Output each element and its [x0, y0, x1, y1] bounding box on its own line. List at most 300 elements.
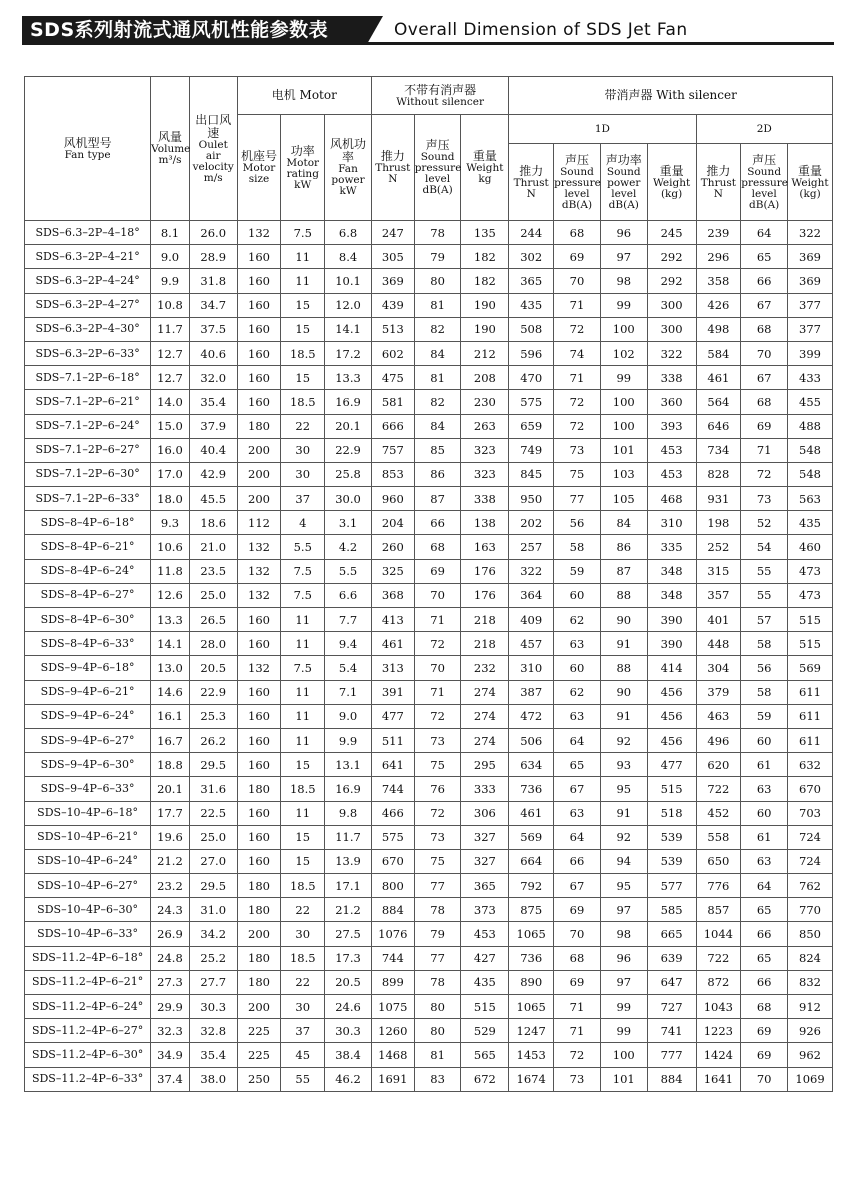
- cell-motor-size: 200: [237, 462, 281, 486]
- cell-weight-2d: 515: [788, 608, 833, 632]
- cell-fan-power: 17.2: [325, 341, 372, 365]
- cell-motor-rating: 11: [281, 728, 325, 752]
- cell-motor-rating: 11: [281, 801, 325, 825]
- table-row: [25, 583, 833, 607]
- cell-weight-2d: 926: [788, 1019, 833, 1043]
- cell-sound-pressure-2d: 73: [741, 487, 788, 511]
- cell-motor-size: 200: [237, 438, 281, 462]
- cell-outlet-velocity: 35.4: [189, 390, 237, 414]
- cell-weight-nosil: 182: [461, 245, 509, 269]
- cell-outlet-velocity: 34.2: [189, 922, 237, 946]
- cell-thrust-2d: 646: [696, 414, 741, 438]
- cell-sound-pressure-nosil: 86: [414, 462, 461, 486]
- table-row: [25, 777, 833, 801]
- cell-thrust-nosil: 368: [371, 583, 414, 607]
- cell-motor-rating: 18.5: [281, 946, 325, 970]
- cell-sound-pressure-2d: 60: [741, 801, 788, 825]
- cell-outlet-velocity: 32.8: [189, 1019, 237, 1043]
- table-row: [25, 632, 833, 656]
- cell-thrust-2d: 452: [696, 801, 741, 825]
- cell-sound-pressure-2d: 64: [741, 221, 788, 245]
- cell-motor-size: 180: [237, 777, 281, 801]
- cell-volume: 14.6: [151, 680, 190, 704]
- cell-fan-type: SDS–10–4P–6–21°: [25, 825, 151, 849]
- cell-sound-pressure-2d: 58: [741, 632, 788, 656]
- cell-motor-size: 160: [237, 728, 281, 752]
- cell-sound-pressure-nosil: 87: [414, 487, 461, 511]
- header-weight-2d: 重量 Weight (kg): [788, 144, 833, 221]
- cell-thrust-2d: 304: [696, 656, 741, 680]
- cell-sound-pressure-1d: 71: [554, 1019, 601, 1043]
- cell-weight-2d: 563: [788, 487, 833, 511]
- cell-weight-nosil: 565: [461, 1043, 509, 1067]
- cell-weight-1d: 390: [647, 608, 696, 632]
- cell-weight-nosil: 163: [461, 535, 509, 559]
- cell-weight-2d: 488: [788, 414, 833, 438]
- cell-sound-power-1d: 99: [600, 1019, 647, 1043]
- cell-sound-pressure-2d: 60: [741, 728, 788, 752]
- cell-fan-power: 4.2: [325, 535, 372, 559]
- cell-thrust-nosil: 391: [371, 680, 414, 704]
- cell-weight-1d: 335: [647, 535, 696, 559]
- cell-weight-1d: 338: [647, 366, 696, 390]
- cell-weight-nosil: 176: [461, 583, 509, 607]
- table-row: [25, 825, 833, 849]
- cell-fan-power: 5.4: [325, 656, 372, 680]
- cell-weight-nosil: 218: [461, 632, 509, 656]
- cell-weight-2d: 770: [788, 898, 833, 922]
- cell-weight-2d: 377: [788, 293, 833, 317]
- cell-sound-pressure-1d: 65: [554, 753, 601, 777]
- cell-sound-pressure-2d: 67: [741, 293, 788, 317]
- cell-weight-2d: 724: [788, 825, 833, 849]
- table-row: [25, 221, 833, 245]
- cell-outlet-velocity: 45.5: [189, 487, 237, 511]
- cell-thrust-nosil: 1075: [371, 995, 414, 1019]
- cell-fan-type: SDS–8–4P–6–21°: [25, 535, 151, 559]
- cell-sound-pressure-2d: 65: [741, 245, 788, 269]
- cell-fan-power: 27.5: [325, 922, 372, 946]
- cell-sound-pressure-nosil: 77: [414, 946, 461, 970]
- header-volume: 风量 Volume m³/s: [151, 77, 190, 221]
- cell-weight-nosil: 274: [461, 680, 509, 704]
- cell-weight-1d: 665: [647, 922, 696, 946]
- cell-weight-1d: 585: [647, 898, 696, 922]
- cell-motor-rating: 18.5: [281, 777, 325, 801]
- cell-volume: 15.0: [151, 414, 190, 438]
- cell-volume: 9.3: [151, 511, 190, 535]
- cell-weight-nosil: 218: [461, 608, 509, 632]
- cell-motor-rating: 37: [281, 487, 325, 511]
- cell-sound-pressure-nosil: 82: [414, 390, 461, 414]
- cell-thrust-nosil: 744: [371, 777, 414, 801]
- cell-fan-power: 46.2: [325, 1067, 372, 1091]
- cell-motor-size: 180: [237, 946, 281, 970]
- cell-sound-pressure-nosil: 82: [414, 317, 461, 341]
- cell-weight-1d: 456: [647, 728, 696, 752]
- cell-sound-pressure-1d: 63: [554, 704, 601, 728]
- cell-volume: 12.6: [151, 583, 190, 607]
- cell-thrust-nosil: 575: [371, 825, 414, 849]
- cell-fan-power: 16.9: [325, 390, 372, 414]
- cell-fan-type: SDS–7.1–2P–6–21°: [25, 390, 151, 414]
- cell-sound-power-1d: 98: [600, 922, 647, 946]
- cell-weight-1d: 348: [647, 583, 696, 607]
- cell-sound-pressure-1d: 56: [554, 511, 601, 535]
- cell-motor-rating: 22: [281, 898, 325, 922]
- cell-sound-pressure-2d: 70: [741, 341, 788, 365]
- table-row: [25, 922, 833, 946]
- cell-motor-size: 132: [237, 221, 281, 245]
- header-motor-group: 电机 Motor: [237, 77, 371, 115]
- cell-weight-2d: 611: [788, 728, 833, 752]
- cell-weight-2d: 548: [788, 438, 833, 462]
- cell-volume: 19.6: [151, 825, 190, 849]
- header-sound-power-1d: 声功率 Sound power level dB(A): [600, 144, 647, 221]
- cell-sound-power-1d: 98: [600, 269, 647, 293]
- cell-motor-size: 132: [237, 583, 281, 607]
- cell-sound-power-1d: 91: [600, 801, 647, 825]
- cell-fan-power: 9.4: [325, 632, 372, 656]
- cell-weight-2d: 724: [788, 849, 833, 873]
- cell-volume: 14.0: [151, 390, 190, 414]
- cell-thrust-2d: 872: [696, 970, 741, 994]
- cell-weight-1d: 539: [647, 825, 696, 849]
- table-row: [25, 898, 833, 922]
- cell-weight-2d: 377: [788, 317, 833, 341]
- cell-volume: 24.8: [151, 946, 190, 970]
- cell-outlet-velocity: 21.0: [189, 535, 237, 559]
- cell-motor-rating: 4: [281, 511, 325, 535]
- cell-motor-rating: 7.5: [281, 221, 325, 245]
- cell-fan-type: SDS–11.2–4P–6–27°: [25, 1019, 151, 1043]
- header-fan-power: 风机功率 Fan power kW: [325, 115, 372, 221]
- cell-sound-pressure-nosil: 79: [414, 245, 461, 269]
- cell-weight-2d: 832: [788, 970, 833, 994]
- cell-motor-size: 160: [237, 825, 281, 849]
- table-row: [25, 680, 833, 704]
- cell-sound-pressure-2d: 66: [741, 269, 788, 293]
- cell-sound-pressure-1d: 68: [554, 946, 601, 970]
- cell-motor-size: 132: [237, 656, 281, 680]
- cell-motor-size: 160: [237, 293, 281, 317]
- header-thrust-2d: 推力 Thrust N: [696, 144, 741, 221]
- cell-fan-power: 22.9: [325, 438, 372, 462]
- cell-fan-type: SDS–9–4P–6–27°: [25, 728, 151, 752]
- cell-thrust-2d: 722: [696, 777, 741, 801]
- cell-sound-pressure-2d: 66: [741, 970, 788, 994]
- table-row: [25, 704, 833, 728]
- cell-motor-rating: 22: [281, 414, 325, 438]
- cell-sound-pressure-1d: 72: [554, 317, 601, 341]
- cell-sound-power-1d: 84: [600, 511, 647, 535]
- header-thrust-1d: 推力 Thrust N: [509, 144, 554, 221]
- cell-sound-power-1d: 99: [600, 995, 647, 1019]
- cell-motor-size: 180: [237, 970, 281, 994]
- cell-sound-pressure-nosil: 80: [414, 269, 461, 293]
- cell-outlet-velocity: 26.5: [189, 608, 237, 632]
- cell-weight-1d: 456: [647, 704, 696, 728]
- cell-thrust-2d: 448: [696, 632, 741, 656]
- cell-weight-nosil: 263: [461, 414, 509, 438]
- header-thrust-nosil: 推力 Thrust N: [371, 115, 414, 221]
- cell-sound-pressure-1d: 64: [554, 825, 601, 849]
- title-notch-decoration: [367, 16, 383, 44]
- cell-thrust-1d: 845: [509, 462, 554, 486]
- cell-motor-size: 160: [237, 341, 281, 365]
- table-row: [25, 874, 833, 898]
- cell-thrust-2d: 1424: [696, 1043, 741, 1067]
- cell-motor-size: 132: [237, 535, 281, 559]
- cell-motor-rating: 7.5: [281, 583, 325, 607]
- cell-weight-2d: 850: [788, 922, 833, 946]
- performance-table: [24, 76, 833, 1092]
- cell-motor-size: 160: [237, 269, 281, 293]
- cell-sound-pressure-nosil: 81: [414, 1043, 461, 1067]
- cell-weight-nosil: 453: [461, 922, 509, 946]
- cell-thrust-1d: 575: [509, 390, 554, 414]
- cell-weight-2d: 703: [788, 801, 833, 825]
- cell-sound-pressure-2d: 64: [741, 874, 788, 898]
- cell-sound-power-1d: 95: [600, 874, 647, 898]
- cell-thrust-nosil: 305: [371, 245, 414, 269]
- cell-sound-power-1d: 99: [600, 366, 647, 390]
- cell-sound-pressure-1d: 69: [554, 898, 601, 922]
- cell-sound-pressure-2d: 54: [741, 535, 788, 559]
- table-row: [25, 1019, 833, 1043]
- cell-fan-power: 11.7: [325, 825, 372, 849]
- cell-weight-2d: 762: [788, 874, 833, 898]
- cell-outlet-velocity: 27.0: [189, 849, 237, 873]
- cell-sound-power-1d: 105: [600, 487, 647, 511]
- cell-weight-2d: 632: [788, 753, 833, 777]
- cell-fan-type: SDS–9–4P–6–21°: [25, 680, 151, 704]
- cell-sound-pressure-1d: 60: [554, 656, 601, 680]
- cell-thrust-2d: 296: [696, 245, 741, 269]
- cell-fan-power: 10.1: [325, 269, 372, 293]
- cell-motor-size: 160: [237, 704, 281, 728]
- cell-fan-type: SDS–10–4P–6–27°: [25, 874, 151, 898]
- cell-sound-pressure-nosil: 71: [414, 608, 461, 632]
- cell-sound-pressure-1d: 72: [554, 1043, 601, 1067]
- cell-thrust-nosil: 641: [371, 753, 414, 777]
- title-underline: [22, 42, 834, 45]
- cell-weight-1d: 414: [647, 656, 696, 680]
- cell-fan-power: 9.0: [325, 704, 372, 728]
- cell-sound-pressure-1d: 72: [554, 390, 601, 414]
- cell-motor-rating: 5.5: [281, 535, 325, 559]
- cell-volume: 9.0: [151, 245, 190, 269]
- cell-motor-size: 112: [237, 511, 281, 535]
- cell-sound-power-1d: 96: [600, 221, 647, 245]
- cell-outlet-velocity: 31.8: [189, 269, 237, 293]
- cell-weight-nosil: 190: [461, 293, 509, 317]
- cell-thrust-2d: 379: [696, 680, 741, 704]
- cell-weight-1d: 727: [647, 995, 696, 1019]
- cell-outlet-velocity: 25.3: [189, 704, 237, 728]
- cell-thrust-2d: 357: [696, 583, 741, 607]
- cell-weight-2d: 460: [788, 535, 833, 559]
- cell-volume: 34.9: [151, 1043, 190, 1067]
- cell-motor-rating: 11: [281, 704, 325, 728]
- cell-weight-1d: 456: [647, 680, 696, 704]
- cell-volume: 10.6: [151, 535, 190, 559]
- cell-volume: 17.7: [151, 801, 190, 825]
- cell-thrust-2d: 776: [696, 874, 741, 898]
- cell-outlet-velocity: 18.6: [189, 511, 237, 535]
- cell-sound-pressure-2d: 61: [741, 753, 788, 777]
- cell-fan-type: SDS–6.3–2P–4–30°: [25, 317, 151, 341]
- cell-weight-nosil: 135: [461, 221, 509, 245]
- table-body: [25, 221, 833, 1092]
- cell-volume: 18.8: [151, 753, 190, 777]
- cell-thrust-2d: 463: [696, 704, 741, 728]
- cell-volume: 16.7: [151, 728, 190, 752]
- cell-volume: 21.2: [151, 849, 190, 873]
- cell-sound-pressure-2d: 69: [741, 414, 788, 438]
- cell-weight-2d: 611: [788, 680, 833, 704]
- cell-thrust-nosil: 744: [371, 946, 414, 970]
- cell-weight-2d: 433: [788, 366, 833, 390]
- cell-sound-power-1d: 94: [600, 849, 647, 873]
- cell-thrust-nosil: 369: [371, 269, 414, 293]
- cell-thrust-1d: 461: [509, 801, 554, 825]
- cell-sound-power-1d: 96: [600, 946, 647, 970]
- cell-sound-pressure-nosil: 83: [414, 1067, 461, 1091]
- cell-outlet-velocity: 35.4: [189, 1043, 237, 1067]
- cell-motor-rating: 11: [281, 245, 325, 269]
- table-row: [25, 849, 833, 873]
- header-weight-nosil: 重量 Weight kg: [461, 115, 509, 221]
- page-title-cn: SDS系列射流式通风机性能参数表: [22, 16, 367, 44]
- cell-thrust-1d: 435: [509, 293, 554, 317]
- table-row: [25, 293, 833, 317]
- cell-fan-power: 7.1: [325, 680, 372, 704]
- cell-volume: 14.1: [151, 632, 190, 656]
- cell-sound-pressure-1d: 58: [554, 535, 601, 559]
- cell-volume: 16.0: [151, 438, 190, 462]
- cell-outlet-velocity: 28.9: [189, 245, 237, 269]
- cell-outlet-velocity: 20.5: [189, 656, 237, 680]
- cell-weight-1d: 393: [647, 414, 696, 438]
- cell-weight-nosil: 232: [461, 656, 509, 680]
- cell-fan-type: SDS–6.3–2P–4–18°: [25, 221, 151, 245]
- cell-weight-nosil: 515: [461, 995, 509, 1019]
- cell-motor-rating: 15: [281, 366, 325, 390]
- cell-outlet-velocity: 26.0: [189, 221, 237, 245]
- cell-sound-pressure-nosil: 73: [414, 728, 461, 752]
- cell-fan-type: SDS–10–4P–6–30°: [25, 898, 151, 922]
- cell-weight-2d: 455: [788, 390, 833, 414]
- cell-thrust-1d: 736: [509, 777, 554, 801]
- cell-motor-size: 160: [237, 366, 281, 390]
- cell-fan-type: SDS–9–4P–6–18°: [25, 656, 151, 680]
- cell-thrust-nosil: 513: [371, 317, 414, 341]
- cell-fan-power: 12.0: [325, 293, 372, 317]
- cell-outlet-velocity: 22.9: [189, 680, 237, 704]
- header-sound-pressure-2d: 声压 Sound pressure level dB(A): [741, 144, 788, 221]
- cell-volume: 29.9: [151, 995, 190, 1019]
- cell-motor-rating: 30: [281, 438, 325, 462]
- table-row: [25, 487, 833, 511]
- cell-thrust-nosil: 260: [371, 535, 414, 559]
- cell-thrust-nosil: 466: [371, 801, 414, 825]
- cell-sound-power-1d: 95: [600, 777, 647, 801]
- page-title-en: Overall Dimension of SDS Jet Fan: [394, 20, 688, 40]
- cell-sound-power-1d: 100: [600, 414, 647, 438]
- cell-motor-size: 200: [237, 487, 281, 511]
- cell-fan-type: SDS–11.2–4P–6–24°: [25, 995, 151, 1019]
- cell-fan-power: 16.9: [325, 777, 372, 801]
- cell-sound-pressure-1d: 77: [554, 487, 601, 511]
- cell-weight-1d: 310: [647, 511, 696, 535]
- cell-weight-nosil: 182: [461, 269, 509, 293]
- cell-fan-type: SDS–11.2–4P–6–21°: [25, 970, 151, 994]
- cell-thrust-2d: 401: [696, 608, 741, 632]
- cell-fan-power: 3.1: [325, 511, 372, 535]
- cell-fan-power: 9.9: [325, 728, 372, 752]
- cell-fan-power: 6.8: [325, 221, 372, 245]
- title-bar: [22, 14, 834, 46]
- cell-volume: 9.9: [151, 269, 190, 293]
- cell-fan-type: SDS–10–4P–6–33°: [25, 922, 151, 946]
- cell-weight-1d: 518: [647, 801, 696, 825]
- cell-thrust-nosil: 204: [371, 511, 414, 535]
- cell-volume: 27.3: [151, 970, 190, 994]
- cell-weight-1d: 300: [647, 317, 696, 341]
- cell-sound-power-1d: 92: [600, 728, 647, 752]
- cell-thrust-1d: 596: [509, 341, 554, 365]
- cell-motor-size: 225: [237, 1019, 281, 1043]
- cell-weight-nosil: 672: [461, 1067, 509, 1091]
- cell-weight-1d: 741: [647, 1019, 696, 1043]
- cell-sound-pressure-1d: 73: [554, 1067, 601, 1091]
- cell-motor-rating: 45: [281, 1043, 325, 1067]
- cell-fan-power: 38.4: [325, 1043, 372, 1067]
- cell-fan-power: 7.7: [325, 608, 372, 632]
- cell-weight-2d: 473: [788, 559, 833, 583]
- table-row: [25, 390, 833, 414]
- cell-motor-rating: 7.5: [281, 656, 325, 680]
- cell-fan-type: SDS–8–4P–6–18°: [25, 511, 151, 535]
- cell-fan-type: SDS–10–4P–6–24°: [25, 849, 151, 873]
- cell-sound-pressure-1d: 67: [554, 777, 601, 801]
- cell-fan-power: 8.4: [325, 245, 372, 269]
- cell-weight-nosil: 327: [461, 825, 509, 849]
- cell-sound-pressure-1d: 63: [554, 801, 601, 825]
- cell-sound-pressure-1d: 70: [554, 269, 601, 293]
- table-row: [25, 728, 833, 752]
- cell-weight-1d: 348: [647, 559, 696, 583]
- cell-outlet-velocity: 25.0: [189, 825, 237, 849]
- cell-motor-size: 160: [237, 801, 281, 825]
- cell-thrust-nosil: 960: [371, 487, 414, 511]
- cell-thrust-2d: 426: [696, 293, 741, 317]
- cell-thrust-1d: 202: [509, 511, 554, 535]
- cell-sound-pressure-2d: 56: [741, 656, 788, 680]
- cell-thrust-nosil: 899: [371, 970, 414, 994]
- cell-sound-power-1d: 90: [600, 680, 647, 704]
- cell-fan-power: 25.8: [325, 462, 372, 486]
- cell-outlet-velocity: 25.0: [189, 583, 237, 607]
- cell-volume: 10.8: [151, 293, 190, 317]
- cell-outlet-velocity: 26.2: [189, 728, 237, 752]
- cell-volume: 37.4: [151, 1067, 190, 1091]
- cell-fan-power: 13.3: [325, 366, 372, 390]
- cell-weight-nosil: 373: [461, 898, 509, 922]
- cell-fan-power: 17.3: [325, 946, 372, 970]
- table-row: [25, 995, 833, 1019]
